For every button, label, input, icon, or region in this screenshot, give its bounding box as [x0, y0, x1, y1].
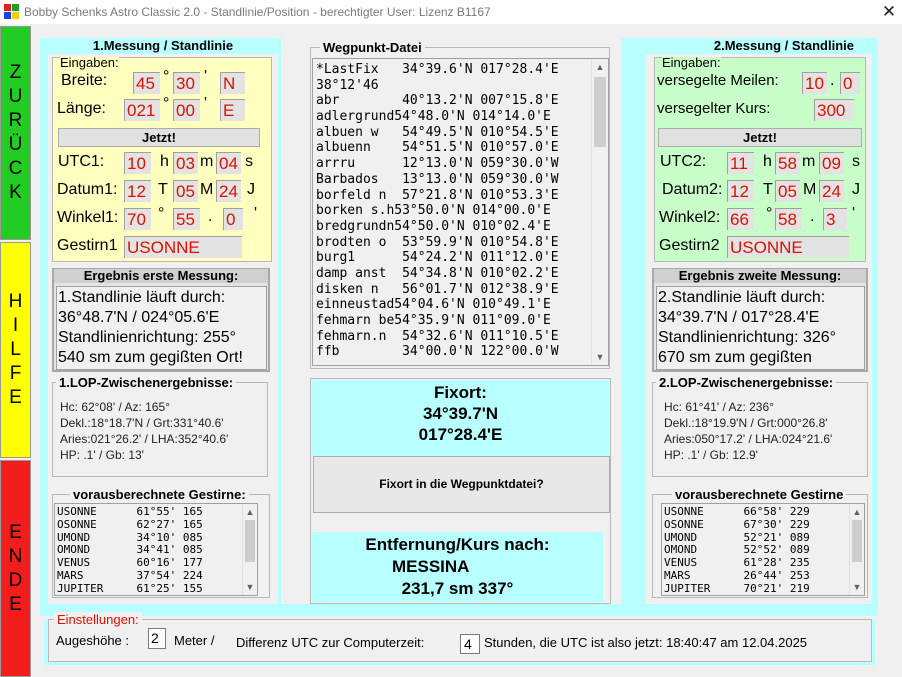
close-icon[interactable]: ✕ — [881, 2, 897, 21]
gestirn1-input[interactable]: USONNE — [124, 236, 242, 258]
datum1-label: Datum1: — [57, 181, 118, 198]
vorber1-scrollbar[interactable] — [242, 504, 257, 595]
lop1-title: 1.LOP-Zwischenergebnisse: — [56, 375, 236, 390]
gestirn2-label: Gestirn2 — [659, 237, 720, 254]
lop1-line: HP: .1' / Gb: 13' — [60, 448, 144, 462]
zurueck-letter: K — [9, 182, 22, 203]
datum2-day-input[interactable]: 12 — [727, 180, 754, 202]
scroll-thumb[interactable] — [852, 520, 862, 562]
vorber2-title: vorausberechnete Gestirne — [672, 487, 846, 502]
hilfe-letter: I — [12, 315, 19, 336]
scroll-down-icon[interactable]: ▼ — [245, 582, 255, 592]
ergebnis1-line: Standlinienrichtung: 255° — [58, 329, 237, 346]
day-unit: T — [158, 181, 168, 198]
entfernung-title: Entfernung/Kurs nach: — [365, 535, 550, 554]
breite-hemisphere-input[interactable]: N — [220, 72, 245, 94]
augeshoehe-input[interactable]: 2 — [148, 628, 166, 649]
zurueck-letter: U — [8, 86, 23, 107]
ende-letter: N — [8, 545, 23, 567]
winkel1-min-input[interactable]: 55 — [173, 208, 200, 230]
min-symbol: ' — [204, 95, 208, 112]
lop2-line: Hc: 61°41' / Az: 236° — [664, 400, 774, 414]
list-item[interactable]: JUPITER 61°25' 155 — [57, 581, 203, 595]
scroll-thumb[interactable] — [245, 520, 255, 562]
list-item[interactable]: OMOND 34°41' 085 — [57, 543, 203, 557]
datum2-label: Datum2: — [662, 181, 723, 198]
wegpunkt-list[interactable] — [312, 58, 609, 366]
ergebnis1-line: 540 sm zum gegißten Ort! — [58, 349, 243, 366]
deg-symbol: ° — [163, 68, 170, 85]
list-item[interactable]: 38°12'46 — [316, 77, 379, 93]
deg-symbol: ° — [766, 205, 773, 222]
gestirn2-input[interactable]: USONNE — [727, 236, 849, 258]
hilfe-letter: L — [10, 339, 21, 360]
ende-letter: D — [8, 569, 23, 591]
hour-unit: h — [763, 153, 772, 170]
winkel1-deg-input[interactable]: 70 — [124, 208, 151, 230]
list-item[interactable]: MARS 26°44' 253 — [664, 568, 810, 582]
decimal-point: . — [208, 208, 213, 225]
zurueck-letter: C — [8, 158, 23, 179]
fixort-title: Fixort: — [434, 383, 487, 402]
augeshoehe-label: Augeshöhe : — [56, 633, 130, 648]
fixort-lon: 017°28.4'E — [418, 425, 503, 444]
list-item[interactable]: UMOND 34°10' 085 — [57, 530, 203, 544]
min-symbol: ' — [254, 205, 258, 222]
wegpunkt-title: Wegpunkt-Datei — [320, 40, 425, 55]
deg-symbol: ° — [158, 205, 165, 222]
vorber2-list[interactable] — [661, 503, 865, 596]
laenge-min-input[interactable]: 00 — [173, 99, 200, 121]
list-item[interactable]: fehmarn be54°35.9'N 011°09.0'E — [316, 313, 551, 328]
vorber1-list[interactable] — [54, 503, 258, 596]
list-item[interactable]: albuen w 54°49.5'N 010°54.5'E — [316, 124, 559, 140]
hour-unit: h — [160, 153, 169, 170]
month-unit: M — [803, 181, 817, 198]
hilfe-button[interactable] — [0, 242, 31, 458]
scroll-down-icon[interactable]: ▼ — [595, 352, 605, 362]
list-item[interactable]: VENUS 61°28' 235 — [664, 556, 810, 570]
list-item[interactable]: borfeld n 57°21.8'N 010°53.3'E — [316, 187, 559, 203]
decimal-point: . — [810, 208, 815, 225]
zurueck-letter: Z — [9, 62, 22, 83]
datum1-day-input[interactable]: 12 — [124, 180, 151, 202]
utc1-hour-input[interactable]: 10 — [124, 152, 151, 174]
lop2-line: HP: .1' / Gb: 12.9' — [664, 448, 758, 462]
ende-button[interactable] — [0, 460, 31, 677]
zurueck-letter: Ü — [8, 134, 23, 155]
utc2-hour-input[interactable]: 11 — [727, 152, 754, 174]
list-item[interactable]: albuenn 54°51.5'N 010°57.0'E — [316, 140, 559, 156]
vorber2-scrollbar[interactable] — [849, 504, 864, 595]
list-item[interactable]: arrru 12°13.0'N 059°30.0'W — [316, 156, 559, 172]
datum1-year-input[interactable]: 24 — [216, 180, 241, 202]
wegpunkt-scrollbar[interactable] — [591, 59, 608, 365]
laenge-deg-input[interactable]: 021 — [124, 99, 160, 121]
scroll-down-icon[interactable]: ▼ — [852, 582, 862, 592]
year-unit: J — [852, 181, 860, 198]
breite-label: Breite: — [61, 72, 108, 89]
ergebnis2-line: 34°39.7'N / 017°28.4'E — [658, 309, 820, 326]
list-item[interactable]: OMOND 52°52' 089 — [664, 543, 810, 557]
list-item[interactable]: burg1 54°24.2'N 011°12.0'E — [316, 250, 559, 266]
list-item[interactable]: fehmarn.n 54°32.6'N 011°10.5'E — [316, 328, 559, 344]
ergebnis2-line: 670 sm zum gegißten — [658, 349, 812, 366]
list-item[interactable]: JUPITER 70°21' 219 — [664, 581, 810, 595]
window-title: Bobby Schenks Astro Classic 2.0 - Standlinie/Position - berechtigter User: Lizenz B1167 — [24, 5, 491, 19]
kurs-input[interactable]: 300 — [814, 99, 854, 121]
app-logo-icon — [4, 4, 19, 19]
list-item[interactable]: MARS 37°54' 224 — [57, 568, 203, 582]
jetzt1-button[interactable]: Jetzt! — [58, 128, 260, 147]
zurueck-button[interactable] — [0, 26, 31, 240]
ende-letter: E — [9, 593, 22, 615]
list-item[interactable]: OSONNE 67°30' 229 — [664, 517, 810, 531]
utc2-second-input[interactable]: 09 — [819, 152, 844, 174]
list-item[interactable]: bredgrundn54°50.0'N 010°02.4'E — [316, 218, 551, 234]
winkel2-dec-input[interactable]: 3 — [823, 208, 847, 230]
list-item[interactable]: borken s.h53°50.0'N 014°00.0'E — [316, 203, 551, 219]
breite-deg-input[interactable]: 45 — [133, 72, 160, 94]
diff-input[interactable]: 4 — [460, 634, 480, 654]
scroll-thumb[interactable] — [594, 77, 606, 147]
list-item[interactable]: UMOND 52°21' 089 — [664, 530, 810, 544]
diff-label: Differenz UTC zur Computerzeit: — [236, 635, 425, 650]
messung1-header — [48, 38, 278, 54]
list-item[interactable]: Barbados 13°13.0'N 059°30.0'W — [316, 171, 559, 187]
ergebnis2-line: 2.Standlinie läuft durch: — [658, 289, 826, 306]
min-symbol: ' — [852, 205, 856, 222]
list-item[interactable]: brodten o 53°59.9'N 010°54.8'E — [316, 234, 559, 250]
laenge-label: Länge: — [57, 100, 106, 117]
list-item[interactable]: ffb 34°00.0'N 122°00.0'W — [316, 344, 559, 360]
list-item[interactable]: OSONNE 62°27' 165 — [57, 517, 203, 531]
diff-suffix: Stunden, die UTC ist also jetzt: 18:40:47 am 12.04.2025 — [484, 635, 808, 650]
winkel2-deg-input[interactable]: 66 — [727, 208, 754, 230]
meilen-input[interactable]: 10 — [802, 72, 827, 94]
gestirn1-label: Gestirn1 — [57, 237, 118, 254]
ergebnis1-line: 36°48.7'N / 024°05.6'E — [58, 309, 220, 326]
minute-unit: m — [802, 153, 816, 170]
vorber1-items — [55, 504, 257, 596]
list-item[interactable]: VENUS 60°16' 177 — [57, 556, 203, 570]
einstellungen-title: Einstellungen: — [54, 612, 142, 627]
winkel1-dec-input[interactable]: 0 — [223, 208, 243, 230]
list-item[interactable]: damp anst 54°34.8'N 010°02.2'E — [316, 265, 559, 281]
deg-symbol: ° — [163, 95, 170, 112]
datum1-month-input[interactable]: 05 — [173, 180, 198, 202]
lop1-line: Dekl.:18°18.7'N / Grt:331°40.6' — [60, 416, 224, 430]
entfernung-box — [312, 532, 603, 602]
jetzt2-button[interactable]: Jetzt! — [658, 128, 862, 147]
fixort-lat: 34°39.7'N — [422, 404, 499, 423]
eingaben2-label: Eingaben: — [662, 55, 721, 70]
zurueck-letter: R — [8, 110, 23, 131]
ende-letter: E — [9, 521, 22, 543]
list-item[interactable]: USONNE 66°58' 229 — [664, 505, 810, 518]
list-item[interactable]: adlergrund54°48.0'N 014°14.0'E — [316, 109, 551, 125]
utc1-second-input[interactable]: 04 — [216, 152, 241, 174]
list-item[interactable]: *LastFix 34°39.6'N 017°28.4'E — [316, 62, 559, 77]
list-item[interactable]: USONNE 61°55' 165 — [57, 505, 203, 518]
decimal-point: . — [830, 72, 835, 89]
list-item[interactable]: disken n 56°01.7'N 012°38.9'E — [316, 281, 559, 297]
lop2-title: 2.LOP-Zwischenergebnisse: — [656, 375, 836, 390]
second-unit: s — [852, 153, 860, 170]
lop2-line: Aries:050°17.2' / LHA:024°21.6' — [664, 432, 833, 446]
lop1-line: Aries:021°26.2' / LHA:352°40.6' — [60, 432, 229, 446]
lop1-line: Hc: 62°08' / Az: 165° — [60, 400, 170, 414]
year-unit: J — [247, 181, 255, 198]
min-symbol: ' — [204, 68, 208, 85]
scroll-up-icon[interactable]: ▲ — [852, 507, 862, 517]
utc2-minute-input[interactable]: 58 — [775, 152, 800, 174]
day-unit: T — [763, 181, 773, 198]
kurs-label: versegelter Kurs: — [657, 100, 771, 117]
fixort-box — [312, 380, 609, 456]
utc2-label: UTC2: — [660, 153, 707, 170]
lop2-line: Dekl.:18°19.9'N / Grt:000°26.8' — [664, 416, 828, 430]
entfernung-value: 231,7 sm 337° — [401, 579, 514, 598]
second-unit: s — [245, 153, 253, 170]
laenge-hemisphere-input[interactable]: E — [220, 99, 245, 121]
messung2-header — [646, 38, 872, 54]
wegpunkt-items — [313, 59, 608, 360]
winkel2-min-input[interactable]: 58 — [775, 208, 802, 230]
hilfe-letter: H — [8, 291, 23, 312]
meilen-label: versegelte Meilen: — [657, 72, 779, 89]
messung2-title: 2.Messung / Standlinie — [713, 38, 854, 53]
list-item[interactable]: einneustad54°04.6'N 010°49.1'E — [316, 297, 551, 313]
meter-label: Meter / — [174, 633, 215, 648]
ergebnis1-line: 1.Standlinie läuft durch: — [58, 289, 226, 306]
datum2-year-input[interactable]: 24 — [819, 180, 844, 202]
utc1-label: UTC1: — [58, 153, 105, 170]
utc1-minute-input[interactable]: 03 — [173, 152, 198, 174]
list-item[interactable]: abr 40°13.2'N 007°15.8'E — [316, 93, 559, 109]
hilfe-letter: E — [9, 387, 22, 408]
ergebnis2-line: Standlinienrichtung: 326° — [658, 329, 837, 346]
meilen-dec-input[interactable]: 0 — [840, 72, 860, 94]
breite-min-input[interactable]: 30 — [173, 72, 200, 94]
datum2-month-input[interactable]: 05 — [775, 180, 800, 202]
vorber2-items — [662, 504, 864, 596]
entfernung-target: MESSINA — [392, 557, 470, 576]
scroll-up-icon[interactable]: ▲ — [245, 507, 255, 517]
hilfe-letter: F — [9, 363, 22, 384]
messung1-title: 1.Messung / Standlinie — [92, 38, 234, 53]
vorber1-title: vorausberechnete Gestirne: — [70, 487, 249, 502]
winkel1-label: Winkel1: — [57, 209, 119, 226]
minute-unit: m — [200, 153, 214, 170]
scroll-up-icon[interactable]: ▲ — [595, 62, 605, 72]
ergebnis1-title: Ergebnis erste Messung: — [54, 269, 268, 283]
fixort-save-button[interactable]: Fixort in die Wegpunktdatei? — [313, 456, 610, 513]
winkel2-label: Winkel2: — [659, 209, 721, 226]
month-unit: M — [200, 181, 214, 198]
ergebnis2-title: Ergebnis zweite Messung: — [654, 269, 866, 283]
eingaben1-label: Eingaben: — [60, 55, 119, 70]
